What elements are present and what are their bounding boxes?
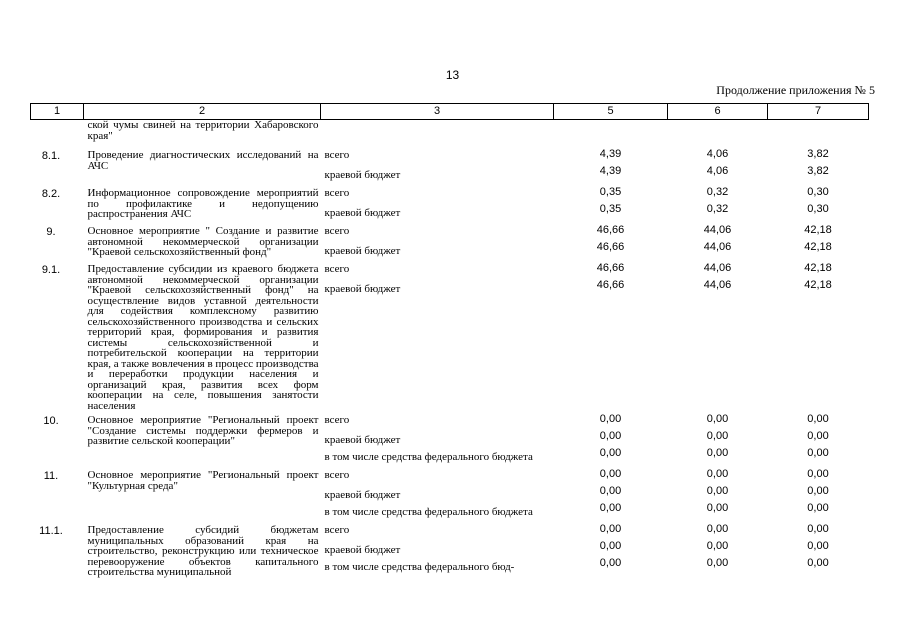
value-col-5 bbox=[554, 120, 668, 142]
page-number: 13 bbox=[445, 68, 460, 82]
funding-sources bbox=[321, 222, 554, 260]
row-number: 11.1. bbox=[39, 525, 63, 537]
amount-value: 0,32 bbox=[706, 203, 729, 215]
amount-value: 0,00 bbox=[706, 468, 729, 480]
amount-value: 0,00 bbox=[706, 413, 729, 425]
funding-source: всего bbox=[324, 149, 350, 161]
table-row bbox=[31, 466, 869, 521]
value-col-6 bbox=[668, 260, 768, 411]
table-body bbox=[31, 120, 869, 578]
amount-value: 0,00 bbox=[599, 557, 622, 569]
value-col-7 bbox=[768, 521, 869, 578]
value-col-5 bbox=[554, 184, 668, 222]
amount-value: 0,00 bbox=[599, 502, 622, 514]
amount-value: 0,30 bbox=[807, 203, 829, 215]
amount-value: 42,18 bbox=[804, 241, 832, 253]
table-row bbox=[31, 411, 869, 466]
value-col-5 bbox=[554, 222, 668, 260]
amount-value: 0,00 bbox=[599, 468, 622, 480]
funding-source: краевой бюджет bbox=[324, 207, 401, 219]
table-row bbox=[31, 222, 869, 260]
amount-value: 4,39 bbox=[599, 148, 622, 160]
funding-source: краевой бюджет bbox=[324, 434, 401, 446]
funding-source: в том числе средства федерального бюджета bbox=[324, 506, 533, 518]
amount-value: 3,82 bbox=[807, 165, 829, 177]
funding-source: краевой бюджет bbox=[324, 283, 401, 295]
value-col-5 bbox=[554, 141, 668, 184]
amount-value: 44,06 bbox=[703, 241, 732, 253]
funding-source: всего bbox=[324, 225, 350, 237]
value-col-6 bbox=[668, 466, 768, 521]
amount-value: 0,00 bbox=[807, 557, 829, 569]
funding-source: в том числе средства федерального бюд- bbox=[324, 561, 515, 573]
table-row bbox=[31, 141, 869, 184]
amount-value: 0,00 bbox=[807, 485, 829, 497]
value-col-7 bbox=[768, 184, 869, 222]
value-col-7 bbox=[768, 466, 869, 521]
amount-value: 46,66 bbox=[596, 262, 625, 274]
row-number bbox=[31, 120, 84, 142]
row-number: 9.1. bbox=[41, 264, 61, 276]
amount-value: 0,00 bbox=[599, 447, 622, 459]
row-description: Предоставление субсидии из краевого бюджета автономной некоммерческой организации "Краевой сельскохозяйственный фонд" на осуществление видов уставной деятельности для содействия комплексному развитию сельскохозяйственного производства и сельских территорий края, формирования и развития системы сельскохозяйственной и потребительской кооперации на территории края, а также вовлечения в процесс производства и переработки продукции населения и организаций края, развития всех форм кооперации на селе, повышения занятости населения bbox=[87, 263, 319, 412]
funding-source: в том числе средства федерального бюджета bbox=[324, 451, 533, 463]
table-header-row bbox=[31, 104, 869, 120]
value-col-6 bbox=[668, 141, 768, 184]
value-col-7 bbox=[768, 222, 869, 260]
amount-value: 0,00 bbox=[706, 430, 729, 442]
amount-value: 46,66 bbox=[596, 279, 625, 291]
value-col-5 bbox=[554, 466, 668, 521]
amount-value: 0,00 bbox=[807, 430, 829, 442]
amount-value: 0,00 bbox=[706, 557, 729, 569]
funding-source: всего bbox=[324, 187, 350, 199]
table-row bbox=[31, 260, 869, 411]
value-col-5 bbox=[554, 521, 668, 578]
value-col-5 bbox=[554, 260, 668, 411]
row-description: Основное мероприятие "Региональный проект "Культурная среда" bbox=[87, 469, 319, 492]
value-col-7 bbox=[768, 260, 869, 411]
amount-value: 0,00 bbox=[599, 523, 622, 535]
row-description: Основное мероприятие " Создание и развитие автономной некоммерческой организации "Краевой сельскохозяйственный фонд" bbox=[87, 225, 319, 258]
row-number: 9. bbox=[46, 226, 56, 238]
value-col-7 bbox=[768, 141, 869, 184]
amount-value: 0,00 bbox=[807, 502, 829, 514]
amount-value: 0,00 bbox=[599, 413, 622, 425]
amount-value: 0,00 bbox=[599, 540, 622, 552]
amount-value: 0,35 bbox=[599, 186, 622, 198]
amount-value: 42,18 bbox=[804, 262, 832, 274]
value-col-7 bbox=[768, 120, 869, 142]
amount-value: 46,66 bbox=[596, 224, 625, 236]
value-col-6 bbox=[668, 521, 768, 578]
amount-value: 4,06 bbox=[706, 148, 729, 160]
budget-table bbox=[30, 103, 869, 578]
funding-source: краевой бюджет bbox=[324, 245, 401, 257]
value-col-6 bbox=[668, 411, 768, 466]
funding-source: всего bbox=[324, 263, 350, 275]
value-col-6 bbox=[668, 222, 768, 260]
amount-value: 3,82 bbox=[807, 148, 829, 160]
funding-source: краевой бюджет bbox=[324, 169, 401, 181]
row-description: Предоставление субсидий бюджетам муниципальных образований края на строительство, реконструкцию или техническое перевооружение объектов капитального строительства муниципальной bbox=[87, 524, 319, 578]
amount-value: 0,00 bbox=[807, 413, 829, 425]
value-col-6 bbox=[668, 120, 768, 142]
amount-value: 0,30 bbox=[807, 186, 829, 198]
amount-value: 0,00 bbox=[807, 447, 829, 459]
amount-value: 0,35 bbox=[599, 203, 622, 215]
funding-source: всего bbox=[324, 414, 350, 426]
header-col-3: 3 bbox=[321, 104, 554, 120]
funding-sources bbox=[321, 260, 554, 411]
amount-value: 4,06 bbox=[706, 165, 729, 177]
amount-value: 44,06 bbox=[703, 224, 732, 236]
amount-value: 0,00 bbox=[807, 540, 829, 552]
value-col-5 bbox=[554, 411, 668, 466]
amount-value: 0,00 bbox=[599, 485, 622, 497]
table-row bbox=[31, 120, 869, 142]
header-col-2: 2 bbox=[84, 104, 321, 120]
row-number: 8.2. bbox=[41, 188, 61, 200]
row-description: Проведение диагностических исследований на АЧС bbox=[87, 149, 319, 172]
funding-source: краевой бюджет bbox=[324, 489, 401, 501]
funding-sources bbox=[321, 184, 554, 222]
value-col-7 bbox=[768, 411, 869, 466]
row-number: 8.1. bbox=[41, 150, 61, 162]
funding-sources bbox=[321, 411, 554, 466]
amount-value: 42,18 bbox=[804, 279, 832, 291]
row-description: ской чумы свиней на территории Хабаровского края" bbox=[87, 119, 319, 142]
amount-value: 44,06 bbox=[703, 279, 732, 291]
funding-source: всего bbox=[324, 524, 350, 536]
funding-sources bbox=[321, 120, 554, 142]
funding-sources bbox=[321, 521, 554, 578]
amount-value: 0,00 bbox=[706, 502, 729, 514]
table-row bbox=[31, 521, 869, 578]
amount-value: 42,18 bbox=[804, 224, 832, 236]
header-col-6: 6 bbox=[668, 104, 768, 120]
row-number: 10. bbox=[43, 415, 59, 427]
header-col-5: 5 bbox=[554, 104, 668, 120]
amount-value: 0,00 bbox=[599, 430, 622, 442]
funding-source: всего bbox=[324, 469, 350, 481]
amount-value: 0,00 bbox=[706, 540, 729, 552]
funding-sources bbox=[321, 466, 554, 521]
amount-value: 0,00 bbox=[807, 523, 829, 535]
amount-value: 0,00 bbox=[807, 468, 829, 480]
amount-value: 4,39 bbox=[599, 165, 622, 177]
table-row bbox=[31, 184, 869, 222]
appendix-continuation-label: Продолжение приложения № 5 bbox=[716, 83, 875, 97]
amount-value: 44,06 bbox=[703, 262, 732, 274]
funding-source: краевой бюджет bbox=[324, 544, 401, 556]
amount-value: 0,32 bbox=[706, 186, 729, 198]
funding-sources bbox=[321, 141, 554, 184]
amount-value: 0,00 bbox=[706, 485, 729, 497]
row-number: 11. bbox=[43, 470, 59, 482]
amount-value: 0,00 bbox=[706, 523, 729, 535]
row-description: Информационное сопровождение мероприятий по профилактике и недопущению распространения АЧС bbox=[87, 187, 319, 220]
row-description: Основное мероприятие "Региональный проект "Создание системы поддержки фермеров и развитие сельской кооперации" bbox=[87, 414, 319, 447]
amount-value: 0,00 bbox=[706, 447, 729, 459]
header-col-1: 1 bbox=[31, 104, 84, 120]
amount-value: 46,66 bbox=[596, 241, 625, 253]
value-col-6 bbox=[668, 184, 768, 222]
header-col-7: 7 bbox=[768, 104, 869, 120]
